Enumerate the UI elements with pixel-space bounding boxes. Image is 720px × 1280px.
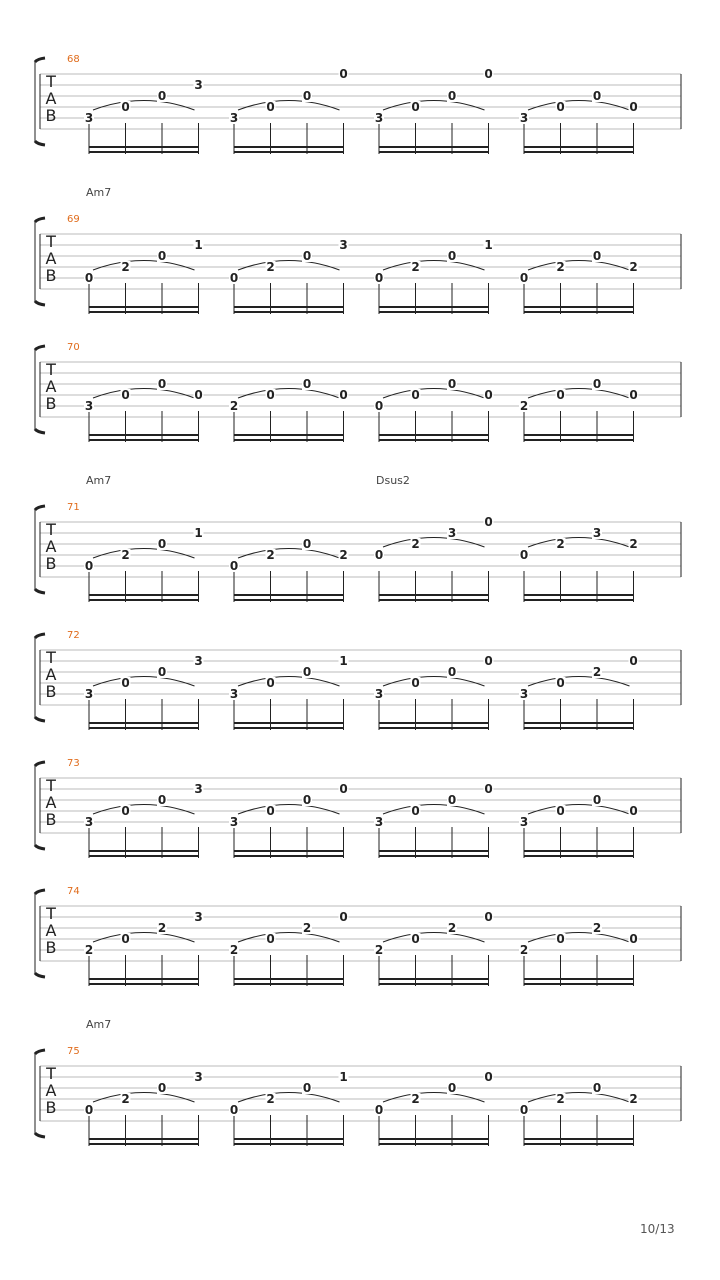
measure-number: 68 [67,54,80,65]
fret-number: 0 [592,1081,602,1095]
fret-number: 0 [484,388,493,402]
fret-number: 0 [556,100,565,114]
slur-arc [383,1093,485,1103]
tab-clef-letter: B [45,106,57,125]
fret-number: 0 [447,377,457,391]
fret-number: 0 [629,804,638,818]
beam [524,1143,634,1145]
fret-number: 2 [121,260,130,274]
staff-bracket [35,1052,37,1135]
fret-number: 0 [302,1081,312,1095]
slur-arc [383,933,485,943]
beam [379,439,489,441]
beam [524,855,634,857]
tab-clef-letter: T [46,72,56,91]
tab-clef-letter: T [46,904,56,923]
fret-number: 0 [592,89,602,103]
beam [379,978,489,980]
beam [379,151,489,153]
beam [524,1138,634,1140]
beam [379,146,489,148]
page-number: 10/13 [640,1222,675,1236]
beam [89,151,199,153]
fret-number: 0 [556,388,565,402]
beam [234,439,344,441]
fret-number: 0 [556,932,565,946]
fret-number: 3 [374,687,384,701]
fret-number: 0 [121,804,130,818]
fret-number: 3 [374,815,384,829]
tab-clef-letter: B [45,554,57,573]
measure-number: 75 [67,1046,80,1057]
measure-number: 71 [67,502,80,513]
beam [234,146,344,148]
slur-arc [238,549,340,559]
beam [234,594,344,596]
chord-name: Dsus2 [376,474,410,487]
beam [379,1143,489,1145]
fret-number: 2 [302,921,312,935]
slur-arc [528,677,630,687]
tab-clef-letter: T [46,232,56,251]
beam [379,594,489,596]
beam [89,439,199,441]
fret-number: 0 [411,388,420,402]
beam [89,983,199,985]
fret-number: 3 [374,111,384,125]
beam [379,1138,489,1140]
fret-number: 0 [302,537,312,551]
tab-clef-letter: A [45,921,57,940]
fret-number: 0 [374,271,384,285]
fret-number: 2 [157,921,167,935]
fret-number: 3 [447,526,457,540]
beam [89,722,199,724]
tab-clef-letter: B [45,1098,57,1117]
slur-arc [238,389,340,399]
fret-number: 3 [194,78,203,92]
fret-number: 1 [194,526,203,540]
tab-clef-letter: T [46,1064,56,1083]
fret-number: 2 [629,260,638,274]
beam [89,311,199,313]
fret-number: 3 [229,687,239,701]
fret-number: 0 [157,1081,167,1095]
fret-number: 2 [84,943,94,957]
fret-number: 2 [556,1092,565,1106]
beam [524,850,634,852]
beam [234,306,344,308]
fret-number: 1 [484,238,493,252]
slur-arc [528,805,630,815]
beam [234,983,344,985]
staff-bracket [35,764,37,847]
fret-number: 0 [121,676,130,690]
chord-name: Am7 [86,186,112,199]
beam [524,599,634,601]
fret-number: 3 [84,815,94,829]
fret-number: 0 [484,67,493,81]
beam [89,850,199,852]
beam [379,311,489,313]
slur-arc [93,101,195,111]
staff-bracket [35,636,37,719]
fret-number: 2 [556,537,565,551]
fret-number: 0 [484,910,493,924]
slur-arc [528,389,630,399]
fret-number: 0 [157,665,167,679]
fret-number: 0 [157,249,167,263]
fret-number: 0 [339,910,348,924]
fret-number: 1 [339,654,348,668]
fret-number: 2 [266,548,275,562]
fret-number: 0 [229,271,239,285]
tab-clef-letter: T [46,520,56,539]
beam [379,306,489,308]
fret-number: 0 [374,1103,384,1117]
fret-number: 2 [629,537,638,551]
beam [234,151,344,153]
fret-number: 0 [556,804,565,818]
beam [379,434,489,436]
slur-arc [528,538,630,548]
fret-number: 2 [519,943,529,957]
fret-number: 1 [339,1070,348,1084]
fret-number: 0 [447,89,457,103]
fret-number: 0 [339,782,348,796]
measure-number: 72 [67,630,80,641]
beam [234,311,344,313]
beam [234,727,344,729]
fret-number: 3 [84,111,94,125]
fret-number: 0 [157,377,167,391]
slur-arc [93,1093,195,1103]
fret-number: 0 [484,515,493,529]
beam [234,599,344,601]
beam [89,855,199,857]
slur-arc [383,805,485,815]
fret-number: 2 [447,921,457,935]
tab-clef-letter: T [46,360,56,379]
slur-arc [383,538,485,548]
slur-arc [528,933,630,943]
fret-number: 3 [519,111,529,125]
fret-number: 3 [194,1070,203,1084]
beam [524,722,634,724]
beam [234,1143,344,1145]
fret-number: 0 [447,249,457,263]
beam [89,1138,199,1140]
slur-arc [528,261,630,271]
fret-number: 3 [519,815,529,829]
fret-number: 0 [374,548,384,562]
tab-clef-letter: B [45,394,57,413]
measure-number: 69 [67,214,80,225]
fret-number: 0 [194,388,203,402]
fret-number: 0 [519,271,529,285]
beam [234,722,344,724]
beam [89,594,199,596]
fret-number: 0 [484,1070,493,1084]
fret-number: 3 [194,910,203,924]
staff-bracket [35,892,37,975]
beam [524,727,634,729]
beam [379,722,489,724]
fret-number: 0 [157,793,167,807]
fret-number: 2 [411,260,420,274]
fret-number: 0 [302,249,312,263]
tab-clef-letter: A [45,793,57,812]
fret-number: 0 [157,89,167,103]
fret-number: 3 [194,782,203,796]
beam [524,306,634,308]
tab-clef-letter: T [46,648,56,667]
beam [89,306,199,308]
fret-number: 2 [592,921,602,935]
beam [379,850,489,852]
fret-number: 0 [266,932,275,946]
beam [89,146,199,148]
tab-clef-letter: A [45,1081,57,1100]
fret-number: 0 [266,676,275,690]
fret-number: 0 [556,676,565,690]
slur-arc [528,101,630,111]
tab-clef-letter: B [45,682,57,701]
fret-number: 0 [592,377,602,391]
tab-clef-letter: A [45,249,57,268]
slur-arc [238,677,340,687]
beam [234,1138,344,1140]
fret-number: 0 [447,665,457,679]
fret-number: 1 [194,238,203,252]
beam [379,727,489,729]
chord-name: Am7 [86,1018,112,1031]
slur-arc [238,261,340,271]
fret-number: 0 [302,377,312,391]
fret-number: 0 [84,559,94,573]
beam [89,599,199,601]
fret-number: 0 [411,100,420,114]
slur-arc [93,389,195,399]
fret-number: 0 [519,1103,529,1117]
fret-number: 0 [519,548,529,562]
slur-arc [383,261,485,271]
fret-number: 2 [229,399,239,413]
fret-number: 0 [121,932,130,946]
fret-number: 0 [629,654,638,668]
fret-number: 0 [484,654,493,668]
fret-number: 0 [121,388,130,402]
beam [234,434,344,436]
fret-number: 2 [374,943,384,957]
measure-number: 70 [67,342,80,353]
fret-number: 0 [447,1081,457,1095]
staff-bracket [35,60,37,143]
fret-number: 0 [374,399,384,413]
fret-number: 0 [339,67,348,81]
beam [234,850,344,852]
slur-arc [528,1093,630,1103]
beam [524,434,634,436]
slur-arc [238,933,340,943]
fret-number: 3 [339,238,348,252]
beam [524,594,634,596]
slur-arc [383,677,485,687]
tab-clef-letter: B [45,938,57,957]
slur-arc [93,933,195,943]
fret-number: 2 [519,399,529,413]
tab-clef-letter: A [45,665,57,684]
fret-number: 2 [411,1092,420,1106]
fret-number: 0 [302,89,312,103]
fret-number: 2 [266,1092,275,1106]
fret-number: 2 [266,260,275,274]
beam [234,855,344,857]
beam [524,311,634,313]
slur-arc [93,261,195,271]
slur-arc [383,101,485,111]
slur-arc [383,389,485,399]
fret-number: 0 [266,804,275,818]
measure-number: 74 [67,886,80,897]
fret-number: 0 [629,932,638,946]
fret-number: 0 [84,271,94,285]
fret-number: 0 [339,388,348,402]
tab-clef-letter: B [45,810,57,829]
slur-arc [93,805,195,815]
fret-number: 0 [266,388,275,402]
fret-number: 0 [157,537,167,551]
fret-number: 0 [266,100,275,114]
tab-clef-letter: T [46,776,56,795]
fret-number: 0 [447,793,457,807]
fret-number: 0 [84,1103,94,1117]
fret-number: 2 [592,665,602,679]
beam [524,978,634,980]
tab-clef-letter: B [45,266,57,285]
beam [89,978,199,980]
beam [524,983,634,985]
chord-name: Am7 [86,474,112,487]
fret-number: 0 [629,100,638,114]
fret-number: 3 [592,526,602,540]
tab-clef-letter: A [45,377,57,396]
fret-number: 0 [411,932,420,946]
fret-number: 2 [411,537,420,551]
fret-number: 3 [229,111,239,125]
fret-number: 0 [302,665,312,679]
beam [89,434,199,436]
fret-number: 2 [229,943,239,957]
beam [89,727,199,729]
beam [379,983,489,985]
beam [234,978,344,980]
fret-number: 0 [229,559,239,573]
fret-number: 2 [339,548,348,562]
staff-bracket [35,508,37,591]
fret-number: 0 [121,100,130,114]
beam [524,151,634,153]
slur-arc [93,549,195,559]
fret-number: 0 [411,676,420,690]
fret-number: 2 [121,548,130,562]
fret-number: 3 [194,654,203,668]
fret-number: 3 [84,399,94,413]
beam [524,439,634,441]
fret-number: 3 [84,687,94,701]
tab-clef-letter: A [45,89,57,108]
beam [89,1143,199,1145]
slur-arc [238,805,340,815]
staff-bracket [35,348,37,431]
fret-number: 0 [592,249,602,263]
fret-number: 2 [556,260,565,274]
staff-bracket [35,220,37,303]
slur-arc [238,1093,340,1103]
slur-arc [238,101,340,111]
fret-number: 3 [229,815,239,829]
tab-clef-letter: A [45,537,57,556]
fret-number: 0 [411,804,420,818]
beam [524,146,634,148]
beam [379,599,489,601]
slur-arc [93,677,195,687]
fret-number: 0 [229,1103,239,1117]
fret-number: 2 [629,1092,638,1106]
fret-number: 0 [484,782,493,796]
fret-number: 2 [121,1092,130,1106]
measure-number: 73 [67,758,80,769]
fret-number: 3 [519,687,529,701]
beam [379,855,489,857]
fret-number: 0 [592,793,602,807]
fret-number: 0 [302,793,312,807]
fret-number: 0 [629,388,638,402]
